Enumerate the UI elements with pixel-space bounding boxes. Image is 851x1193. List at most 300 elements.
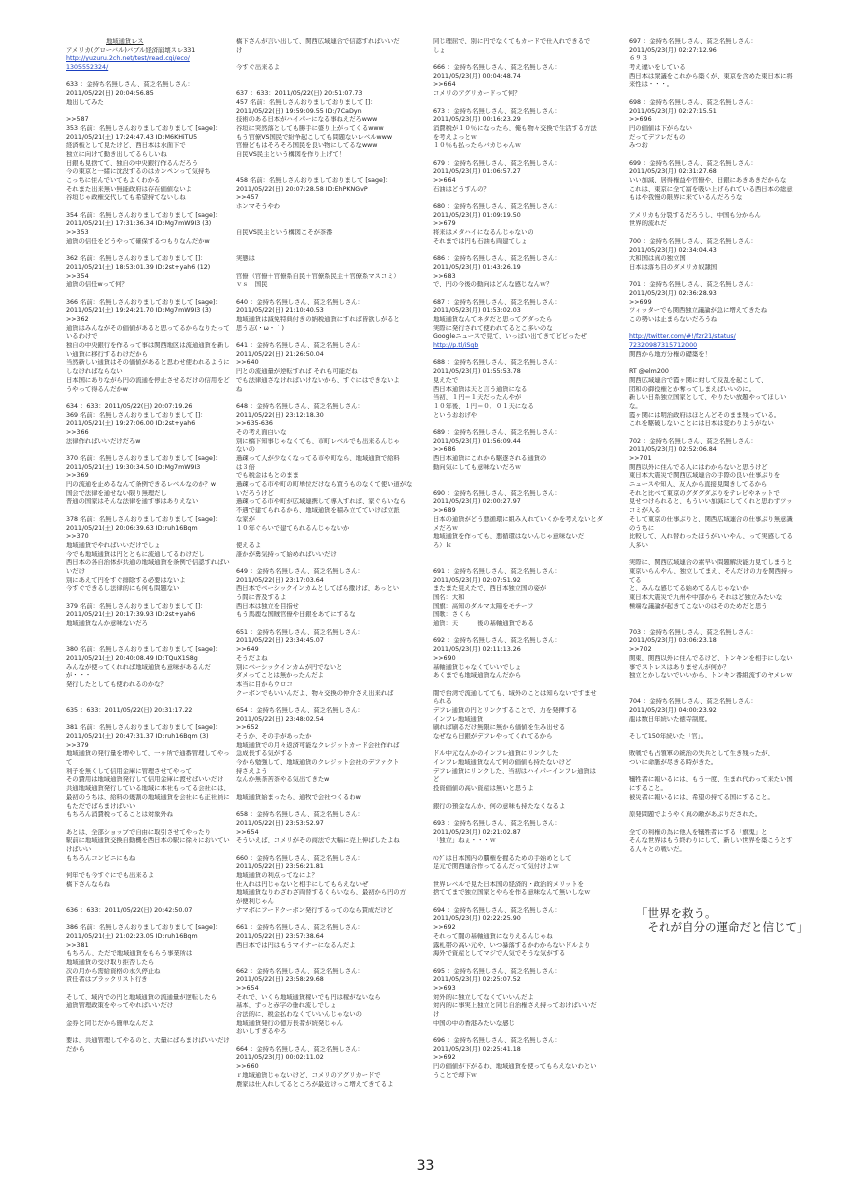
post-line: 2011/05/22(日) 23:56:21.81 xyxy=(236,863,324,871)
blank-line xyxy=(629,690,825,699)
post-line: 駅前に地域通貨交換自動機を西日本の駅に徐々においてい xyxy=(66,837,230,845)
post-line: 関西広域連合で霞ヶ関に対して反乱を起こして、 xyxy=(629,376,768,384)
closing-quote-line-2: それが自分の運命だと信じて」 xyxy=(636,920,809,934)
blank-line xyxy=(236,168,432,177)
post-line: 2011/05/23(月) 01:56:09.44 xyxy=(433,437,521,445)
blank-line xyxy=(236,785,432,794)
post-line: 実際に、関西広域連合の素早い問題解決能力見てしまうと xyxy=(629,559,793,567)
blank-line xyxy=(236,846,432,855)
post-line: 今から勉強して、地域通貨のクレジット会社のデファクト xyxy=(236,759,400,767)
post-line: 不遇で建てられるから、地域通貨を積み立てていけば立派 xyxy=(236,507,400,515)
blank-line xyxy=(66,247,262,256)
post-line: もう馬鹿な国賊官僚や日銀をあてにするな xyxy=(236,611,356,619)
post-line: を考えよっとｗ xyxy=(433,133,478,141)
blank-line xyxy=(433,898,629,907)
post-line: 690 ：金持ち名無しさん、貧乏名無しさん： xyxy=(433,489,561,497)
post-line: >>664 xyxy=(433,177,456,184)
post-line: 686 ：金持ち名無しさん、貧乏名無しさん： xyxy=(433,255,561,263)
post-line: 660 ：金持ち名無しさん、貧乏名無しさん： xyxy=(236,854,364,862)
blank-line xyxy=(66,863,262,872)
post-line: 世界レベルで見た日本国の経済的・政治的メリットを xyxy=(433,880,584,888)
post-line: 対外的に独立してなくていいんだよ xyxy=(433,993,534,1001)
post-line: 急成長する気がする xyxy=(236,750,293,758)
post-line: もちろんコンビニにもね xyxy=(66,854,136,862)
post-line: 霞ヶ関には明治政府はほとんどそのまま残っている。 xyxy=(629,411,781,419)
post-line: 発行したとしても使われるのかな？ xyxy=(66,680,167,688)
post-line: 普通の国家はそんな法律を通す事はありえない xyxy=(66,498,199,506)
post-line: ツィッターでも関西独立議論が急に増えてきたね xyxy=(629,307,768,315)
post-line: >>686 xyxy=(433,446,456,454)
blank-line xyxy=(236,959,432,968)
blank-line xyxy=(236,533,432,542)
blank-line xyxy=(629,325,825,334)
post-line: 634 ：633：2011/05/22(日) 20:07:19.26 xyxy=(66,402,193,410)
post-line: 過疎ってる市や町の町単位だけなら買うものなくて使い道がな xyxy=(236,481,413,489)
post-line: もちろん、ただで地域通貨をもらう事業所は xyxy=(66,950,193,958)
post-line: 353 名前：名無しさんおりましておりまして [sage]： xyxy=(66,124,222,132)
post-line: 2011/05/21(土) 18:53:01.39 ID:2st+yah6 (12) xyxy=(66,263,211,271)
post-line: >>635-636 xyxy=(236,420,273,428)
blank-line xyxy=(66,203,262,212)
post-line: ついに命脈が尽きる時がきた。 xyxy=(629,759,718,767)
post-line: 円の価値が下がるわ、地域通貨を使ってもらえないわとい xyxy=(433,1063,597,1071)
blank-line xyxy=(433,290,629,299)
blank-line xyxy=(433,1028,629,1037)
blank-line xyxy=(66,446,262,455)
blank-line xyxy=(236,212,432,221)
post-line: １０年後、１円＝０．０１天になる xyxy=(433,402,534,410)
post-line: 641 ：金持ち名無しさん、貧乏名無しさん： xyxy=(236,342,364,350)
post-line: 責任者はブラックリスト行き xyxy=(66,976,148,984)
blank-line xyxy=(629,724,825,733)
post-line: 2011/05/23(月) 01:06:57.27 xyxy=(433,168,521,176)
post-line: 原発問題でようやく真の敵があぶりだされた。 xyxy=(629,811,762,819)
post-line: が便利じゃん xyxy=(236,898,274,906)
post-line: >>683 xyxy=(433,272,456,280)
blank-line xyxy=(629,151,825,160)
post-line: でも法律通さなければいけないから、すぐにはできないよ xyxy=(236,376,400,384)
post-line: 別にあえて円をすぐ排除する必要はないよ xyxy=(66,576,186,584)
post-line: 697 ：金持ち名無しさん、貧乏名無しさん： xyxy=(629,38,757,45)
post-line: 今でも地域通貨は円とともに流通してるわけだし xyxy=(66,550,205,558)
blank-line xyxy=(236,220,432,229)
blank-line xyxy=(66,1028,262,1037)
post-line: 見せつけられると、もういい加減にしてくれと思わずツッ xyxy=(629,498,793,506)
post-line: 700 ：金持ち名無しさん、貧乏名無しさん： xyxy=(629,237,757,245)
post-line: 2011/05/23(月) 03:06:23.18 xyxy=(629,637,717,645)
post-line: 犠牲者に報いるには、もう一度、生まれ代わって来たい国 xyxy=(629,776,793,784)
blank-line xyxy=(433,742,629,751)
blank-line xyxy=(629,429,825,438)
blank-line xyxy=(236,1037,432,1046)
post-line: 過疎って人が少なくなってる市や町なら、地域通貨で給料 xyxy=(236,455,400,462)
post-line: なんか無茶苦茶やる気出てきたw xyxy=(236,776,330,784)
post-line: 2011/05/22(日) 23:58:29.68 xyxy=(236,976,324,984)
post-line: 2011/05/22(日) 20:04:56.85 xyxy=(66,90,154,98)
blank-line xyxy=(236,559,432,568)
post-line: 458 名前：名無しさんおりましておりまして [sage]： xyxy=(236,177,392,184)
post-line: 通貨の信任wって何？ xyxy=(66,281,128,289)
post-line: 地域通貨なんか意味ないだろ xyxy=(66,620,148,628)
post-line: おいしすぎるやろ xyxy=(236,1028,287,1036)
post-line: 東京いらんやん、独立してまえ、そんだけの力を関西持っ xyxy=(629,567,794,575)
post-line: >>654 xyxy=(236,984,259,992)
post-line: 独立とかしないでいいから、トンキン番組流すのヤメレｗ xyxy=(629,672,793,680)
post-line: 円の流通を止めるなんて条例できるレベルなのか？w xyxy=(66,481,216,489)
post-line: 消費税が１０％になったら、俺も物々交換で生活する方法 xyxy=(433,124,597,132)
blank-line xyxy=(629,229,825,238)
post-line: 2011/05/23(月) 02:31:27.68 xyxy=(629,168,717,176)
post-line: にすること。 xyxy=(629,785,667,793)
post-line: 最初のうちは、給料の幾割の地域通貨を会社にも正社員に xyxy=(66,793,230,801)
post-line: 西日本でベーシックインカムとしてばら撒けば、あっとい xyxy=(236,585,400,593)
post-line: あとは、全部ショップで自由に取引させてやったり xyxy=(66,828,211,836)
blank-line xyxy=(236,394,432,403)
post-line: ないの xyxy=(236,446,255,454)
post-line: 人多い xyxy=(629,541,648,549)
blank-line xyxy=(629,551,825,560)
post-line: 2011/05/21(土) 20:47:31.37 ID:ruh16Bqm (3) xyxy=(66,733,209,740)
post-line: 2011/05/23(月) 02:00:27.97 xyxy=(433,498,521,506)
blank-line xyxy=(433,959,629,968)
post-line: 法律作ればいいだけだろw xyxy=(66,437,141,445)
post-line: 694 ：金持ち名無しさん、貧乏名無しさん： xyxy=(433,906,561,914)
post-line: 地域通貨なんてネタだと思ってグダったら xyxy=(433,316,553,323)
blank-line xyxy=(66,898,262,907)
post-line: 2011/05/23(月) 02:22:25.90 xyxy=(433,915,521,923)
post-line: 独立に向けて動き出してるらしいね xyxy=(66,150,167,158)
blank-line xyxy=(433,194,629,203)
post-line: 当然新しい通貨はその価値があると思わせ使われるように xyxy=(66,359,230,367)
url-link[interactable]: http://yuzuru.2ch.net/test/read.cgi/eco/ xyxy=(66,55,190,63)
post-line: 2011/05/22(日) 23:53:52.97 xyxy=(236,819,324,827)
post-line: 共通地域通貨発行している地域に本社もってる会社には、 xyxy=(66,785,230,793)
post-line: 考え違いをしている xyxy=(629,64,686,72)
post-line: その費用は地域通貨発行して信用金庫に渡せばいいだけ xyxy=(66,776,224,784)
post-line: 661 ：金持ち名無しさん、貧乏名無しさん： xyxy=(236,924,364,932)
post-line: い通貨に移行するわけだから xyxy=(66,350,148,358)
blank-line xyxy=(66,985,262,994)
post-line: 東日本大震災で九州や中部から それはど独立みたいな xyxy=(629,594,783,601)
post-line: その考え面白いな xyxy=(236,428,287,436)
post-line: 2011/05/23(月) 02:34:04.43 xyxy=(629,246,717,254)
post-line: みんなが使ってくれれば地域通貨も意味があるんだ xyxy=(66,663,211,671)
blank-line xyxy=(629,768,825,777)
post-line: と、みんな感じてる始めてるんじゃないか xyxy=(629,585,749,593)
post-line: 2011/05/23(月) 02:21:02.87 xyxy=(433,828,521,836)
post-line: 362 名前：名無しさんおりましておりまして []： xyxy=(66,255,207,263)
post-line: 地出してみた xyxy=(66,98,104,106)
post-line: 2011/05/23(月) 02:25:41.18 xyxy=(433,1045,521,1053)
post-line: 事でストレスはありませんが何か？ xyxy=(629,663,730,671)
post-line: 2011/05/21(土) 20:17:39.93 ID:2st+yah6 xyxy=(66,611,196,619)
post-line: 2011/05/22(日) 21:10:40.53 xyxy=(236,307,324,315)
post-line: ニュースや知人、友人から直接見聞きしてるから xyxy=(629,481,768,489)
post-line: 対内的に事実上独立と同じ自治権さえ持っておけばいいだ xyxy=(433,1002,597,1010)
post-line: な家が xyxy=(236,515,255,523)
post-line: てる xyxy=(629,576,642,584)
blank-line xyxy=(66,394,262,403)
post-line: １０年ぐらいで建てられるんじゃないか xyxy=(236,524,350,532)
post-line: 今すぐできるし法律的にも何も問題ない xyxy=(66,585,180,593)
post-line: 西日本は独立を目指せ xyxy=(236,602,299,610)
post-line: >>692 xyxy=(433,1054,456,1062)
blank-line xyxy=(629,803,825,812)
post-line: 持さえよう xyxy=(236,767,268,775)
post-line: 実際に発行されて使われてるとこ多いのな xyxy=(433,324,553,332)
post-line: アメリカ(グローバル)バブル経済崩壊スレ331 xyxy=(66,46,196,54)
post-line: 366 名前：名無しさんおりましておりまして [sage]： xyxy=(66,298,222,306)
post-line: 地域通貨の発行量を増やして、一ヶ所で通番管理してやっ xyxy=(66,750,230,758)
blank-line xyxy=(433,872,629,881)
post-line: 2011/05/23(月) 00:04:48.74 xyxy=(433,72,521,80)
blank-line xyxy=(66,73,262,82)
post-line: なぜなら日銀がデフレやってくれてるから xyxy=(433,733,553,740)
post-line: 662 ：金持ち名無しさん、貧乏名無しさん： xyxy=(236,967,364,975)
post-line: 次の月から需給資格の永久停止ね xyxy=(66,967,161,975)
post-line: >>679 xyxy=(433,220,456,228)
post-line: そうか、その手があったか xyxy=(236,733,312,740)
post-line: 2011/05/22(日) 20:07:28.58 ID:EhPKNGvP xyxy=(236,185,368,193)
post-line: 地域通貨なりわざわざ両替するくらいなら、最初から円の方 xyxy=(236,889,407,897)
blank-line xyxy=(236,73,432,82)
post-line: 2011/05/22(日) 23:48:02.54 xyxy=(236,715,324,723)
blank-line xyxy=(66,637,262,646)
blank-line xyxy=(66,290,262,299)
post-line: ナマポにフードクーポン発行するってのなら賛成だけど xyxy=(236,906,394,914)
post-line: 2011/05/21(土) 19:24:21.70 ID:Mg7mW9I3 (3) xyxy=(66,307,212,315)
post-line: 地域通貨始まったら、通牧で会社つくるわw xyxy=(236,793,361,801)
post-line: 地域通貨発行の億万長者が続発じゃん xyxy=(236,1019,344,1027)
post-line: 369 名前：名無しさんおりましておりまして []： xyxy=(66,411,207,419)
post-line: 国旗：高知のダルマ太陽をモチーフ xyxy=(433,602,534,610)
post-line: ドル中元なんかのインフレ通貨にリンクした xyxy=(433,750,559,758)
post-line: それと比べて東京のグダグダぶりをテレビやネットで xyxy=(629,489,780,497)
post-line: クーポンでもいいんだよ、物々交換の仲介さえ出来れば xyxy=(236,689,394,697)
post-line: 地域通貨は減免特典付きの納税通貨にすれば皆欲しがると xyxy=(236,316,400,323)
post-line: いだろうけど xyxy=(236,489,274,497)
post-line: 国名：大和 xyxy=(433,594,465,601)
post-line: け xyxy=(236,46,243,54)
post-line: 関西以外に住んでる人にはわからないと思うけど xyxy=(629,463,768,471)
post-line: 通貨管理政策をやってやればいいだけ xyxy=(66,1002,174,1010)
post-line: 654 ：金持ち名無しさん、貧乏名無しさん： xyxy=(236,706,364,714)
post-line: またまた見えたで、西日本独立国の姿が xyxy=(433,585,547,593)
blank-line xyxy=(236,81,432,90)
post-line: 国歌：さくら xyxy=(433,611,471,619)
post-line: 「独立」ねぇ・・・ｗ xyxy=(433,837,496,845)
blank-line xyxy=(433,99,629,108)
post-line: >>701 xyxy=(629,455,652,462)
post-line: けばいい xyxy=(66,845,92,853)
post-line: 足元で関西連合作ってるんだって気付けよｗ xyxy=(433,863,559,871)
post-line: ｒ地域通貨じゃないけど、コメリのアグリカードで xyxy=(236,1071,381,1079)
post-line: >>664 xyxy=(433,81,456,89)
post-line: うやって得るんだかw xyxy=(66,385,128,393)
post-line: 通貨の信任をどうやって確保するつもりなんだかw xyxy=(66,237,210,245)
post-line: 636 ：633：2011/05/22(日) 20:42:50.07 xyxy=(66,906,193,914)
blank-line xyxy=(236,290,432,299)
post-line: 合法的に、税金払わなくていいんじゃないの xyxy=(236,1011,362,1018)
blank-line xyxy=(66,594,262,603)
post-line: 独自の中央銀行を作るって事は関西地区は流通通貨を新し xyxy=(66,342,230,350)
post-line: 見えたで xyxy=(433,376,459,384)
post-line: 極端な議論が起きてこないのはそのためだと思う xyxy=(629,602,768,610)
post-line: あくまでも地域通貨なんだから xyxy=(433,672,522,680)
post-line: それまでは円も石油も両建てしょ xyxy=(433,237,528,245)
post-line: ね xyxy=(236,385,243,393)
post-line: け xyxy=(433,1011,440,1018)
post-line: 673 ：金持ち名無しさん、貧乏名無しさん： xyxy=(433,107,561,115)
url-link[interactable]: 1305552324/ xyxy=(66,64,109,72)
post-line: 西日本通貨は天と言う通貨になる xyxy=(433,385,528,393)
post-line: >>366 xyxy=(66,428,89,436)
post-line: 国会で法律を通せない限り無理だし xyxy=(66,489,167,497)
post-line: 円との流通量が逆転すれば それも可能だね xyxy=(236,368,358,376)
post-line: 703 ：金持ち名無しさん、貧乏名無しさん： xyxy=(629,628,757,636)
post-line: 地域通貨での月々返済可能なクレジットカード会社作れば xyxy=(236,741,400,749)
post-line: う間に普及するよ xyxy=(236,594,287,601)
blank-line xyxy=(236,333,432,342)
blank-line xyxy=(236,238,432,247)
post-line: それって闇の基軸通貨になりえるんじゃね xyxy=(433,932,553,940)
blank-line xyxy=(66,629,262,638)
post-line: 698 ：金持ち名無しさん、貧乏名無しさん： xyxy=(629,98,757,106)
post-line: 東日本大震災で関西広域連合の手際の良い仕事ぶりを xyxy=(629,472,781,480)
blank-line xyxy=(236,160,432,169)
post-line: 敗戦でも占領軍の統治の失兵として生き残ったが、 xyxy=(629,750,774,758)
post-line: のうちに xyxy=(629,524,655,532)
post-line: 石油はどうすんの？ xyxy=(433,185,490,193)
post-line: 全ての利権の為に他人を犠牲者にする「旗鬼」と xyxy=(629,828,768,836)
post-line: 633 ：金持ち名無しさん、貧乏名無しさん： xyxy=(66,81,194,89)
post-line: 銀行の預金なんか、何の意味も持たなくなるよ xyxy=(433,802,566,810)
blank-line xyxy=(629,681,825,690)
post-line: 2011/05/23(月) 04:00:23.92 xyxy=(629,706,717,714)
post-line: >>587 xyxy=(66,116,89,124)
page-number: 33 xyxy=(416,1158,435,1174)
blank-line xyxy=(433,55,629,64)
post-line: 大和国は真の独立国 xyxy=(629,255,686,263)
post-line: 379 名前：名無しさんおりましておりまして []： xyxy=(66,602,207,610)
post-line: 702 ：金持ち名無しさん、貧乏名無しさん： xyxy=(629,437,757,445)
post-line: １０％も払ったらバカじゃんｗ xyxy=(433,142,522,150)
column-1 xyxy=(66,38,262,1054)
post-line: て xyxy=(66,759,73,767)
post-line: 何年でも今すぐにでも出来るよ xyxy=(66,872,155,879)
post-line: 来性は・・・。 xyxy=(629,81,674,89)
post-line: しょ xyxy=(433,46,446,54)
post-line: 日本は落ち目のダメリカ奴隷国 xyxy=(629,263,718,271)
post-line: 別に橋下知事じゃなくても、市町レベルでも出来るんじゃ xyxy=(236,437,400,445)
post-line: 2011/05/22(日) 23:12:18.30 xyxy=(236,411,324,419)
blank-line xyxy=(66,108,262,117)
blank-line xyxy=(433,151,629,160)
blank-line xyxy=(236,915,432,924)
blank-line xyxy=(236,950,432,959)
post-line: 中国の中の香港みたいな感じ xyxy=(433,1019,515,1027)
post-line: 701 ：金持ち名無しさん、貧乏名無しさん： xyxy=(629,281,757,289)
post-line: みつお xyxy=(629,142,648,150)
post-line: 自民VS民主という構図こそが茶番 xyxy=(236,229,333,237)
blank-line xyxy=(66,716,262,725)
blank-line xyxy=(66,690,262,699)
url-link[interactable]: http://p.tl/iSgb xyxy=(433,342,479,350)
blank-line xyxy=(66,915,262,924)
blank-line xyxy=(629,90,825,99)
post-line: が・・・ xyxy=(66,672,92,680)
post-line: >>699 xyxy=(629,298,652,306)
post-line: いい加減、居得権益や官僚や、日銀にあきあきだからな xyxy=(629,177,787,184)
post-line: デフレ通貨の円とリンクすることで、力を発揮する xyxy=(433,706,578,714)
blank-line xyxy=(629,620,825,629)
url-link[interactable]: 72320987315712000 xyxy=(629,342,698,350)
post-line: 679 ：金持ち名無しさん、貧乏名無しさん： xyxy=(433,159,561,167)
post-line: 技術のある日本がハイパーになる事ねえだろwww xyxy=(236,116,378,124)
post-line: うことで却下ｗ xyxy=(433,1071,478,1079)
post-line: 2011/05/23(月) 01:09:19.50 xyxy=(433,211,521,219)
post-line: 使えるよ xyxy=(236,541,262,549)
post-line: 比較して、入れ替わったほうがいいやん、って実感してる xyxy=(629,533,793,541)
post-line: >>660 xyxy=(236,1063,259,1071)
post-line: 海外で資産としてマジで人気でそうな気がする xyxy=(433,950,566,958)
post-line: それで、いくら地域通貨稼いでも円は稼がないなら xyxy=(236,993,381,1001)
post-line: 2011/05/21(土) 21:02:23.05 ID:ruh16Bqm xyxy=(66,932,198,940)
post-line: しなければならない xyxy=(66,368,123,376)
post-line: これは、東京に全て富を吸い上げられている西日本の総意 xyxy=(629,185,793,193)
post-line: メだろｗ xyxy=(433,524,459,532)
post-line: >>369 xyxy=(66,472,89,480)
post-line: 本当に目からウロコ xyxy=(236,680,293,688)
post-line: 今の東京と一緒に沈没するのはカンペンって気持ち xyxy=(66,168,211,176)
post-line: 2011/05/21(土) 20:06:39.63 ID:ruh16Bqm xyxy=(66,524,198,532)
post-line: 692 ：金持ち名無しさん、貧乏名無しさん： xyxy=(433,637,561,645)
post-line: な。 xyxy=(629,402,642,410)
post-line: 2011/05/21(土) 17:31:36.34 ID:Mg7mW9I3 (3) xyxy=(66,220,212,228)
post-line: 官僚どもはそろそろ国民を良い物にしてるなwww xyxy=(236,142,378,150)
post-line: 誰かが勇気持って始めればいいだけ xyxy=(236,550,337,558)
post-line: 農家は仕入れしてるところが最近けっこ増えてきてるよ xyxy=(236,1080,394,1088)
post-line: 通貨はみんながその価値があると思ってるからなりたって xyxy=(66,324,230,332)
post-line: >>362 xyxy=(66,316,89,323)
post-line: ｖｓ 国民 xyxy=(236,281,268,289)
blank-line xyxy=(433,846,629,855)
post-line: 基軸通貨じゃなくていいでしょ xyxy=(433,663,522,671)
blank-line xyxy=(433,629,629,638)
post-line: 円の価値は下がらない xyxy=(629,124,692,132)
post-line: 過疎ってる市や町が広域連携して導入すれば、家ぐらいなら xyxy=(236,498,407,506)
post-line: 386 名前：名無しさんおりましておりまして [sage]： xyxy=(66,924,222,932)
post-line: >>649 xyxy=(236,646,259,654)
post-line: 2011/05/22(日) 23:34:45.07 xyxy=(236,637,324,645)
post-line: 仕入れは円じゃないと相手にしてもらえないぜ xyxy=(236,880,369,888)
post-line: だってデフレだもの xyxy=(629,133,686,141)
post-line: 2011/05/21(土) 19:30:34.50 ID:Mg7mW9I3 xyxy=(66,463,201,471)
section-title: 地域通貨レス xyxy=(106,38,144,45)
post-line: 地域通貨の受け取り拒否したら xyxy=(66,958,155,966)
post-line: は３倍 xyxy=(236,463,255,471)
url-link[interactable]: http://twitter.com/#!/fzr21/status/ xyxy=(629,333,736,341)
post-line: 通貨：天 後の基軸通貨である xyxy=(433,620,534,628)
post-line: 651 ：金持ち名無しさん、貧乏名無しさん： xyxy=(236,628,364,636)
blank-line xyxy=(433,811,629,820)
blank-line xyxy=(433,794,629,803)
blank-line xyxy=(629,820,825,829)
post-line: 658 ：金持ち名無しさん、貧乏名無しさん： xyxy=(236,811,364,819)
post-line: いるわけで xyxy=(66,333,98,341)
post-line: 2011/05/23(月) 02:11:13.26 xyxy=(433,646,521,654)
post-line: >>379 xyxy=(66,741,89,749)
